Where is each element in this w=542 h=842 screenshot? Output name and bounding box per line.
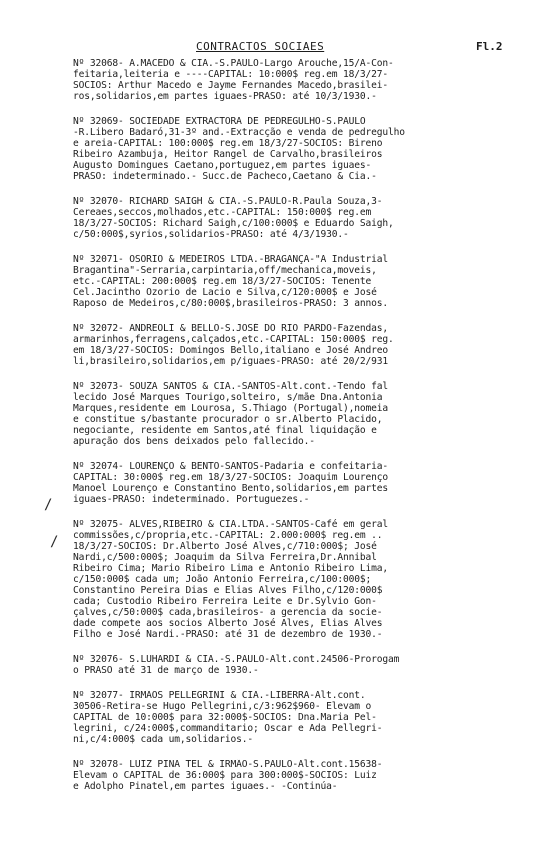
margin-check-mark: / [50, 534, 59, 550]
entry-line: CAPITAL de 10:000$ para 32:000$-SOCIOS: Dna.Maria Pel- [73, 712, 377, 723]
entry-line: legrini, c/24:000$,commanditario; Oscar e Ada Pellegri- [73, 723, 383, 734]
entry-line: PRASO: indeterminado.- Succ.de Pacheco,Caetano & Cia.- [73, 171, 377, 182]
entry-spacer [73, 102, 533, 116]
entry-spacer [73, 745, 533, 759]
entry-line: li,brasileiro,solidarios,em p/iguaes-PRASO: até 20/2/931 [73, 356, 389, 367]
contract-entry [73, 58, 533, 102]
entry-line: çalves,c/50:000$ cada,brasileiros- a gerencia da socie- [73, 607, 383, 618]
entry-line: cada; Custodio Ribeiro Ferreira Leite e Dr.Sylvio Gon- [73, 596, 377, 607]
page-header [0, 40, 542, 56]
entry-line: Marques,residente em Lourosa, S.Thiago (Portugal),nomeia [73, 403, 389, 414]
entry-line: 18/3/27-SOCIOS: Dr.Alberto José Alves,c/710:000$; José [73, 541, 377, 552]
entry-line: etc.-CAPITAL: 200:000$ reg.em 18/3/27-SOCIOS: Tenente [73, 276, 372, 287]
entry-line: Nº 32077- IRMÃOS PELLEGRINI & CIA.-LIBERRA-Alt.cont. [73, 690, 366, 701]
entry-spacer [73, 447, 533, 461]
entry-line: Bragantina"-Serraria,carpintaria,off/mechanica,moveis, [73, 265, 377, 276]
contract-entry [73, 654, 533, 676]
entry-line: Nardi,c/500:000$; Joaquim da Silva Ferreira,Dr.Annibal [73, 552, 377, 563]
entry-line: Nº 32075- ALVES,RIBEIRO & CIA.LTDA.-SANTOS-Café em geral [73, 519, 389, 530]
entry-line: ni,c/4:000$ cada um,solidarios.- [73, 734, 254, 745]
entry-spacer [73, 309, 533, 323]
entries-list [73, 58, 533, 792]
entry-line: dade compete aos socios Alberto José Alves, Elias Alves [73, 618, 383, 629]
entry-line: 18/3/27-SOCIOS: Richard Saigh,c/100:000$ e Eduardo Saigh, [73, 218, 394, 229]
entry-line: e constitue s/bastante procurador o sr.Alberto Placido, [73, 414, 383, 425]
entry-line: armarinhos,ferragens,calçados,etc.-CAPITAL: 150:000$ reg. [73, 334, 394, 345]
entry-line: iguaes-PRASO: indeterminado. Portuguezes.- [73, 494, 310, 505]
entry-line: Ribeiro Azambuja, Heitor Rangel de Carvalho,brasileiros [73, 149, 383, 160]
page-number: Fl.2 [476, 40, 503, 53]
contract-entry [73, 690, 533, 745]
entry-line: Ribeiro Cima; Mario Ribeiro Lima e Antonio Ribeiro Lima, [73, 563, 389, 574]
entry-line: Elevam o CAPITAL de 36:000$ para 300:000$-SOCIOS: Luiz [73, 770, 377, 781]
entry-line: negociante, residente em Santos,até final liquidação e [73, 425, 377, 436]
entry-line: Augusto Domingues Caetano,portuguez,em partes iguaes- [73, 160, 372, 171]
contract-entry [73, 323, 533, 367]
entry-line: commissões,c/propria,etc.-CAPITAL: 2.000:000$ reg.em .. [73, 530, 383, 541]
entry-line: apuração dos bens deixados pelo fallecido.- [73, 436, 315, 447]
contract-entry [73, 461, 533, 505]
entry-line: Manoel Lourenço e Constantino Bento,solidarios,em partes [73, 483, 389, 494]
contract-entry [73, 381, 533, 447]
contract-entry [73, 519, 533, 640]
entry-line: 30506-Retira-se Hugo Pellegrini,c/3:962$960- Elevam o [73, 701, 372, 712]
entry-line: e areia-CAPITAL: 100:000$ reg.em 18/3/27-SOCIOS: Bireno [73, 138, 383, 149]
entry-spacer [73, 505, 533, 519]
margin-check-mark: / [44, 497, 53, 513]
entry-line: feitaria,leiteria e ----CAPITAL: 10:000$ reg.em 18/3/27- [73, 69, 389, 80]
entry-line: -R.Libero Badaró,31-3º and.-Extracção e venda de pedregulho [73, 127, 405, 138]
entry-line: Nº 32073- SOUZA SANTOS & CIA.-SANTOS-Alt.cont.-Tendo fal [73, 381, 389, 392]
entry-spacer [73, 240, 533, 254]
entry-spacer [73, 182, 533, 196]
contract-entry [73, 759, 533, 792]
entry-line: em 18/3/27-SOCIOS: Domingos Bello,italiano e José Andreo [73, 345, 389, 356]
entry-line: o PRASO até 31 de março de 1930.- [73, 665, 259, 676]
entry-line: Nº 32069- SOCIEDADE EXTRACTORA DE PEDREGULHO-S.PAULO [73, 116, 366, 127]
entry-line: Nº 32074- LOURENÇO & BENTO-SANTOS-Padaria e confeitaria- [73, 461, 389, 472]
entry-line: c/150:000$ cada um; João Antonio Ferreira,c/100:000$; [73, 574, 372, 585]
contract-entry [73, 254, 533, 309]
entry-spacer [73, 640, 533, 654]
entry-line: Cel.Jacintho Ozorio de Lacio e Silva,c/120:000$ e José [73, 287, 377, 298]
entry-line: Nº 32072- ANDREOLI & BELLO-S.JOSÉ DO RIO PARDO-Fazendas, [73, 323, 389, 334]
entry-line: Constantino Pereira Dias e Elias Alves Filho,c/120:000$ [73, 585, 383, 596]
entry-line: e Adolpho Pinatel,em partes iguaes.- -Continúa- [73, 781, 338, 792]
entry-line: Raposo de Medeiros,c/80:000$,brasileiros-PRASO: 3 annos. [73, 298, 389, 309]
entry-line: Filho e José Nardi.-PRASO: até 31 de dezembro de 1930.- [73, 629, 383, 640]
entry-line: Nº 32076- S.LUHARDI & CIA.-S.PAULO-Alt.cont.24506-Prorogam [73, 654, 400, 665]
entry-line: Nº 32070- RICHARD SAIGH & CIA.-S.PAULO-R.Paula Souza,3- [73, 196, 383, 207]
entry-line: Cereaes,seccos,molhados,etc.-CAPITAL: 150:000$ reg.em [73, 207, 372, 218]
entry-line: SOCIOS: Arthur Macedo e Jayme Fernandes Macedo,brasilei- [73, 80, 389, 91]
entry-spacer [73, 367, 533, 381]
entry-line: Nº 32068- A.MACEDO & CIA.-S.PAULO-Largo Arouche,15/A-Con- [73, 58, 394, 69]
contract-entry [73, 196, 533, 240]
entry-line: c/50:000$,syrios,solidarios-PRASO: até 4/3/1930.- [73, 229, 349, 240]
entry-line: Nº 32071- OSORIO & MEDEIROS LTDA.-BRAGANÇA-"A Industrial [73, 254, 389, 265]
entry-line: CAPITAL: 30:000$ reg.em 18/3/27-SOCIOS: Joaquim Lourenço [73, 472, 389, 483]
entry-line: lecido José Marques Tourigo,solteiro, s/mãe Dna.Antonia [73, 392, 383, 403]
page-title: CONTRACTOS SOCIAES [196, 40, 325, 53]
entry-spacer [73, 676, 533, 690]
entry-line: ros,solidarios,em partes iguaes-PRASO: até 10/3/1930.- [73, 91, 377, 102]
contract-entry [73, 116, 533, 182]
entry-line: Nº 32078- LUIZ PINA TEL & IRMÃO-S.PAULO-Alt.cont.15638- [73, 759, 383, 770]
